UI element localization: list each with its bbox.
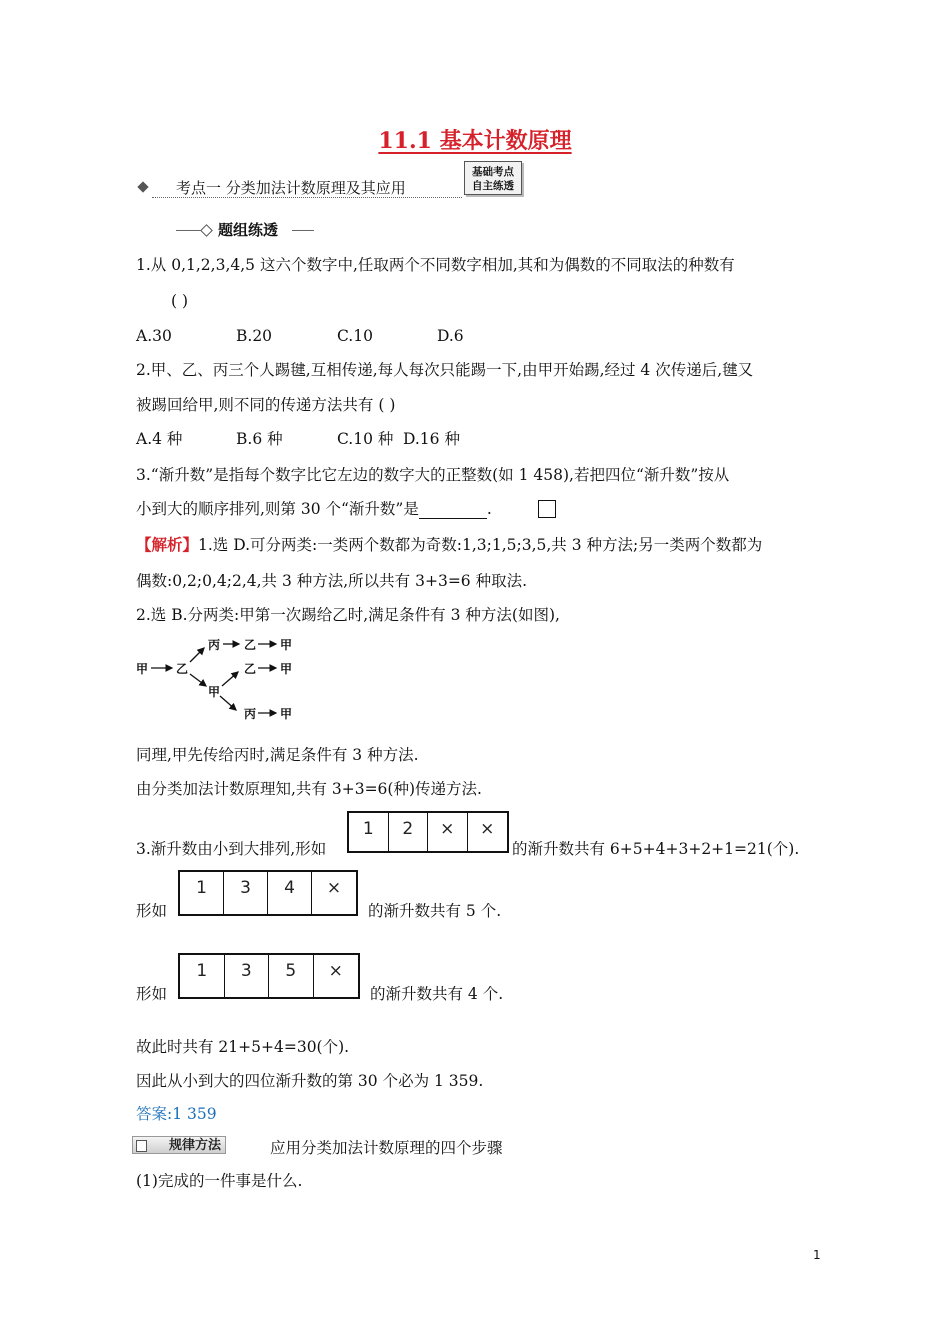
solution-1-text: 1.选 D.可分两类:一类两个数都为奇数:1,3;1,5;3,5,共 3 种方法;另一类两个数都为: [198, 536, 763, 554]
digit-cell: ×: [480, 819, 495, 839]
q3-answer-blank: [419, 502, 487, 519]
q3-answer-checkbox: [538, 500, 556, 518]
solution-3-count-1: 的渐升数共有 6+5+4+3+2+1=21(个).: [512, 840, 800, 858]
q2-option-b: B.6 种: [236, 430, 283, 448]
q3-line-2: [136, 499, 492, 519]
q1-option-a: A.30: [136, 327, 172, 345]
q1-option-d: D.6: [437, 327, 464, 345]
tree-lower-1: 丙: [244, 707, 257, 721]
q2-option-a: A.4 种: [136, 430, 183, 448]
tree-root: 甲: [136, 662, 149, 676]
solution-3-total: 故此时共有 21+5+4=30(个).: [136, 1038, 350, 1056]
digit-cell: 4: [268, 872, 312, 914]
solution-2-line-1: 2.选 B.分两类:甲第一次踢给乙时,满足条件有 3 种方法(如图),: [136, 606, 560, 624]
solution-3-intro: 3.渐升数由小到大排列,形如: [136, 840, 327, 858]
xingru-label-2: 形如: [136, 985, 168, 1003]
q1-paren: ( ): [171, 292, 189, 310]
q3-line-1: 3.“渐升数”是指每个数字比它左边的数字大的正整数(如 1 458),若把四位“渐升数”按从: [136, 466, 730, 484]
method-heading: 应用分类加法计数原理的四个步骤: [270, 1139, 503, 1157]
digit-cell: 1: [349, 813, 389, 851]
digit-cell: 3: [224, 872, 268, 914]
tree-lower-2: 甲: [280, 707, 293, 721]
xingru-label-1: 形如: [136, 902, 168, 920]
digit-cell: ×: [328, 961, 343, 981]
q3-line-2-text: 小到大的顺序排列,则第 30 个“渐升数”是: [136, 500, 419, 518]
q1-stem: 1.从 0,1,2,3,4,5 这六个数字中,任取两个不同数字相加,其和为偶数的不同取法的种数有: [136, 256, 735, 274]
solution-2-line-3: 由分类加法计数原理知,共有 3+3=6(种)传递方法.: [136, 780, 482, 798]
digit-box-row-3: [178, 953, 360, 999]
tree-upper-2: 乙: [244, 638, 257, 652]
digit-cell: 1: [180, 955, 225, 997]
tree-middle-1: 乙: [244, 662, 257, 676]
digit-box-row-2: [178, 870, 358, 916]
subheading-diamond-icon: [200, 224, 213, 237]
q2-option-c: C.10 种: [337, 430, 394, 448]
tree-upper-3: 甲: [280, 638, 293, 652]
method-step-1: (1)完成的一件事是什么.: [136, 1172, 303, 1190]
solution-1-line-1: [136, 535, 762, 555]
digit-cell: 5: [269, 955, 314, 997]
solution-3-count-2: 的渐升数共有 5 个.: [368, 902, 502, 920]
tree-first: 乙: [176, 662, 189, 676]
digit-cell: ×: [326, 878, 342, 898]
digit-cell: 2: [389, 813, 429, 851]
subheading: 题组练透: [218, 221, 279, 239]
q2-line-1: 2.甲、乙、丙三个人踢毽,互相传递,每人每次只能踢一下,由甲开始踢,经过 4 次传递后,毽又: [136, 361, 754, 379]
tree-upper-1: 丙: [208, 638, 221, 652]
solution-tag: 【解析】: [136, 535, 199, 554]
q1-option-b: B.20: [236, 327, 273, 345]
section-divider: [152, 197, 462, 198]
subheading-right-line: [292, 230, 314, 231]
answer-line: 答案:1 359: [136, 1105, 217, 1123]
section-diamond-icon: [137, 181, 148, 192]
solution-3-count-3: 的渐升数共有 4 个.: [370, 985, 504, 1003]
digit-cell: 1: [180, 872, 224, 914]
page-number: 1: [813, 1248, 821, 1262]
q1-option-c: C.10: [337, 327, 373, 345]
digit-cell: 3: [225, 955, 270, 997]
tree-mid-node: 甲: [208, 685, 221, 699]
q2-option-d: D.16 种: [403, 430, 460, 448]
passing-tree-diagram: [134, 630, 304, 726]
tree-middle-2: 甲: [280, 662, 293, 676]
solution-2-line-2: 同理,甲先传给丙时,满足条件有 3 种方法.: [136, 746, 419, 764]
solution-3-conclusion: 因此从小到大的四位渐升数的第 30 个必为 1 359.: [136, 1072, 484, 1090]
badge-line-2: 自主练透: [472, 180, 514, 192]
section-badge: [464, 161, 522, 195]
section-label: 考点一 分类加法计数原理及其应用: [176, 179, 406, 197]
method-label-icon: 规律方法: [132, 1136, 226, 1154]
page-title: 11.1 基本计数原理: [378, 128, 572, 154]
q2-line-2: 被踢回给甲,则不同的传递方法共有 ( ): [136, 396, 396, 414]
digit-box-row-1: [347, 811, 509, 853]
digit-cell: ×: [428, 813, 468, 851]
badge-line-1: 基础考点: [472, 166, 514, 178]
q3-line-2-end: .: [486, 500, 492, 518]
solution-1-line-2: 偶数:0,2;0,4;2,4,共 3 种方法,所以共有 3+3=6 种取法.: [136, 572, 528, 590]
